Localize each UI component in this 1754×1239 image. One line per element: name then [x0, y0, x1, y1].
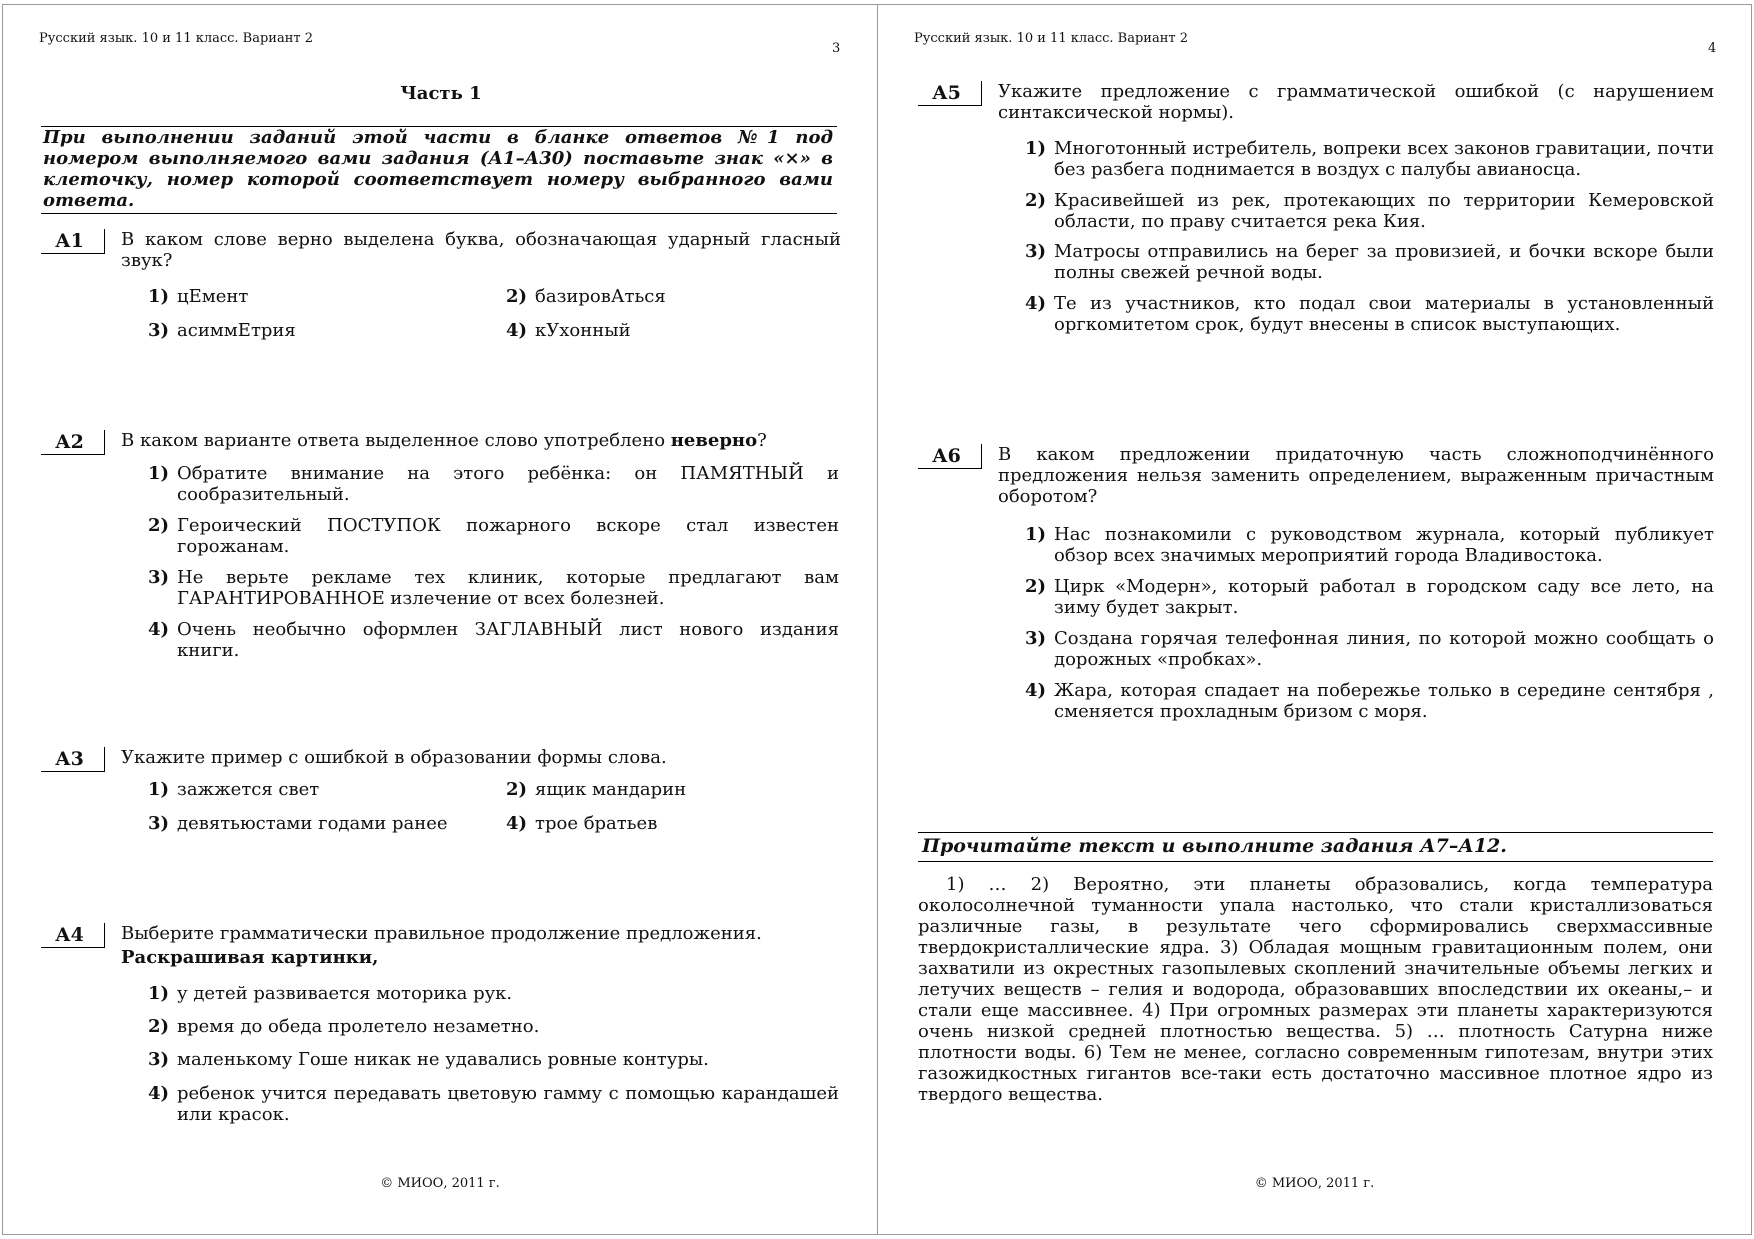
answer-option: 4) трое братьев	[505, 813, 658, 834]
answer-option: 1) у детей развивается моторика рук.	[147, 983, 513, 1004]
instruction-box: При выполнении заданий этой части в бланке ответов №1 под номером выполняемого вами задания (А1–А30) поставьте знак «×» в клеточку, номер которой соответствует номеру выбранного вами ответа.	[41, 126, 837, 214]
task-a5	[918, 81, 1718, 341]
running-header: Русский язык. 10 и 11 класс. Вариант 2	[914, 31, 1188, 46]
task-label: А2	[41, 430, 105, 455]
task-label: А5	[918, 81, 982, 106]
page-number: 4	[1708, 41, 1717, 56]
answer-option: 1) цЕмент	[147, 286, 249, 307]
task-question: В каком слове верно выделена буква, обозначающая ударный гласный звук?	[121, 229, 841, 271]
reading-text: 1) … 2) Вероятно, эти планеты образовались, когда температура околосолнечной туманности упала настолько, что стали кристаллизоваться различные газы, в результате чего сформировались сверхмассивные твердокристаллические ядра. 3) Обладая мощным гравитационным полем, они захватили из окрестных газопылевых скоплений значительные объемы легких и летучих веществ – гелия и водорода, образовавших впоследствии их океаны,– и стали еще массивнее. 4) При огромных размерах эти планеты характеризуются очень низкой средней плотностью вещества. 5) … плотность Сатурна ниже плотности воды. 6) Тем не менее, согласно современным гипотезам, внутри этих газожидкостных гигантов все-таки есть достаточно массивное плотное ядро из твердого вещества.	[918, 874, 1713, 1105]
page-right	[877, 4, 1752, 1235]
answer-option: 2) Цирк «Модерн», который работал в городском саду все лето, на зиму будет закрыт.	[1024, 576, 1714, 618]
answer-option: 4) Жара, которая спадает на побережье только в середине сентября , сменяется прохладным бризом с моря.	[1024, 680, 1714, 722]
task-a4	[41, 923, 841, 1143]
answer-option: 4) ребенок учится передавать цветовую гамму с помощью карандашей или красок.	[147, 1083, 839, 1125]
answer-option: 4) Очень необычно оформлен ЗАГЛАВНЫЙ лист нового издания книги.	[147, 619, 839, 661]
footer-copyright: © МИОО, 2011 г.	[380, 1176, 500, 1191]
answer-option: 1) Нас познакомили с руководством журнала, который публикует обзор всех значимых мероприятий города Владивостока.	[1024, 524, 1714, 566]
task-a1	[41, 229, 841, 339]
task-label: А4	[41, 923, 105, 948]
page-left	[2, 4, 878, 1235]
task-label: А3	[41, 747, 105, 772]
task-a6	[918, 444, 1718, 734]
answer-option: 1) зажжется свет	[147, 779, 320, 800]
answer-option: 3) асиммЕтрия	[147, 320, 296, 341]
task-question: В каком предложении придаточную часть сложноподчинённого предложения нельзя заменить определением, выраженным причастным оборотом?	[998, 444, 1714, 507]
task-label: А6	[918, 444, 982, 469]
task-a2	[41, 430, 841, 670]
answer-option: 3) Матросы отправились на берег за провизией, и бочки вскоре были полны свежей речной воды.	[1024, 241, 1714, 283]
task-question: Укажите предложение с грамматической ошибкой (с нарушением синтаксической нормы).	[998, 81, 1714, 123]
answer-option: 3) маленькому Гоше никак не удавались ровные контуры.	[147, 1049, 709, 1070]
task-label: А1	[41, 229, 105, 254]
task-question: Выберите грамматически правильное продолжение предложения.	[121, 923, 762, 944]
reading-title: Прочитайте текст и выполните задания А7–А12.	[918, 832, 1713, 862]
sentence-start: Раскрашивая картинки,	[121, 947, 379, 968]
task-a3	[41, 747, 841, 847]
answer-option: 3) Не верьте рекламе тех клиник, которые предлагают вам ГАРАНТИРОВАННОЕ излечение от всех болезней.	[147, 567, 839, 609]
part-title: Часть 1	[400, 83, 482, 104]
task-question: Укажите пример с ошибкой в образовании формы слова.	[121, 747, 667, 768]
answer-option: 4) кУхонный	[505, 320, 631, 341]
answer-option: 2) Героический ПОСТУПОК пожарного вскоре стал известен горожанам.	[147, 515, 839, 557]
answer-option: 2) ящик мандарин	[505, 779, 687, 800]
page-number: 3	[832, 41, 841, 56]
answer-option: 2) время до обеда пролетело незаметно.	[147, 1016, 540, 1037]
answer-option: 4) Те из участников, кто подал свои материалы в установленный оргкомитетом срок, будут внесены в список выступающих.	[1024, 293, 1714, 335]
task-question: В каком варианте ответа выделенное слово употреблено неверно?	[121, 430, 767, 451]
running-header: Русский язык. 10 и 11 класс. Вариант 2	[39, 31, 313, 46]
answer-option: 2) Красивейшей из рек, протекающих по территории Кемеровской области, по праву считается река Кия.	[1024, 190, 1714, 232]
answer-option: 3) девятьюстами годами ранее	[147, 813, 448, 834]
answer-option: 1) Обратите внимание на этого ребёнка: он ПАМЯТНЫЙ и сообразительный.	[147, 463, 839, 505]
answer-option: 2) базировАться	[505, 286, 666, 307]
footer-copyright: © МИОО, 2011 г.	[1254, 1176, 1375, 1191]
answer-option: 3) Создана горячая телефонная линия, по которой можно сообщать о дорожных «пробках».	[1024, 628, 1714, 670]
answer-option: 1) Многотонный истребитель, вопреки всех законов гравитации, почти без разбега поднимается в воздух с палубы авианосца.	[1024, 138, 1714, 180]
